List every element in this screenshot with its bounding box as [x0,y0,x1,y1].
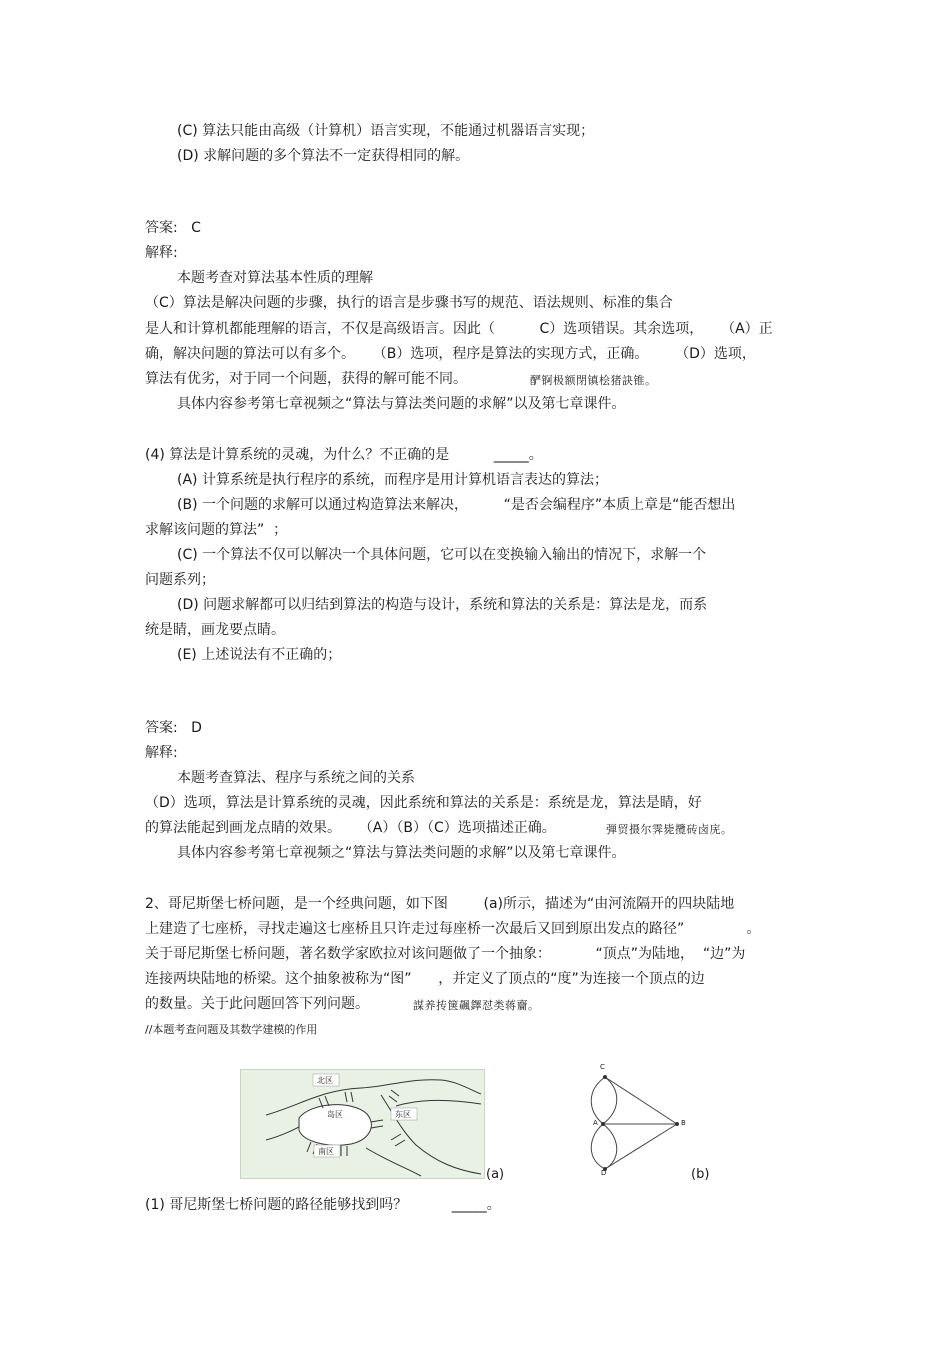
label-north: 北区 [317,1076,333,1085]
vertex-a: A [593,1119,598,1127]
caption-a: (a) [486,1167,505,1182]
answer-label: 答案: D [145,720,202,736]
problem-text: 关于哥尼斯堡七桥问题，著名数学家欧拉对该问题做了一个抽象： “顶点”为陆地， “边”为 [145,946,746,962]
konigsberg-graph-figure [575,1065,695,1180]
option-c: (C) 一个算法不仅可以解决一个具体问题，它可以在变换输入输出的情况下，求解一个 [177,547,707,563]
option-b-cont: 求解该问题的算法” ； [145,522,288,538]
explanation-line: （C）算法是解决问题的步骤，执行的语言是步骤书写的规范、语法规则、标准的集合 [145,295,673,311]
label-south: 南区 [318,1147,334,1156]
explanation-line: 是人和计算机都能理解的语言，不仅是高级语言。因此（ C）选项错误。其余选项， （A）正 [145,321,773,337]
reference-line: 具体内容参考第七章视频之“算法与算法类问题的求解”以及第七章课件。 [177,396,626,412]
noise-text: 酽锕极额閉镇桧猪訣锥。 [530,374,657,387]
explanation-line: 本题考查对算法基本性质的理解 [177,270,373,286]
option-e: (E) 上述说法有不正确的； [177,647,342,663]
reference-line: 具体内容参考第七章视频之“算法与算法类问题的求解”以及第七章课件。 [177,845,626,861]
question-stem: (4) 算法是计算系统的灵魂，为什么？不正确的是 _____。 [145,447,543,463]
river-map [241,1070,484,1178]
explanation-line: 本题考查算法、程序与系统之间的关系 [177,770,415,786]
caption-b: (b) [691,1167,710,1182]
option-d-cont: 统是睛，画龙要点睛。 [145,622,285,638]
option-a: (A) 计算系统是执行程序的系统，而程序是用计算机语言表达的算法； [177,472,608,488]
explanation-line: 算法有优劣，对于同一个问题，获得的解可能不同。 [145,371,467,387]
explanation-label: 解释: [145,245,178,261]
problem-text: 2、哥尼斯堡七桥问题，是一个经典问题，如下图 (a)所示，描述为“由河流隔开的四块陆地 [145,896,735,912]
comment-note: //本题考查问题及其数学建模的作用 [145,1023,318,1036]
noise-text: 謀养抟箧飆鐸怼类蒋齎。 [413,999,540,1012]
konigsberg-map-figure [240,1069,485,1179]
sub-question: (1) 哥尼斯堡七桥问题的路径能够找到吗？ _____。 [145,1197,501,1213]
problem-text: 的数量。关于此问题回答下列问题。 [145,996,369,1012]
explanation-label: 解释: [145,745,178,761]
explanation-line: 的算法能起到画龙点睛的效果。 （A）（B）（C）选项描述正确。 [145,820,556,836]
answer-label: 答案: C [145,220,201,236]
problem-text: 连接两块陆地的桥梁。这个抽象被称为“图” ，并定义了顶点的“度”为连接一个顶点的边 [145,971,705,987]
vertex-d: D [601,1169,607,1177]
option-c-cont: 问题系列； [145,572,215,588]
noise-text: 弾贸摄尔霁毙攬砖卤庑。 [606,823,733,836]
problem-text: 上建造了七座桥，寻找走遍这七座桥且只许走过每座桥一次最后又回到原出发点的路径” 。 [145,921,761,937]
label-island: 岛区 [327,1110,343,1119]
explanation-line: （D）选项，算法是计算系统的灵魂，因此系统和算法的关系是：系统是龙，算法是睛，好 [145,795,702,811]
option-b: (B) 一个问题的求解可以通过构造算法来解决， “是否会编程序”本质上章是“能否想出 [177,497,736,513]
option-d: (D) 求解问题的多个算法不一定获得相同的解。 [177,148,470,164]
explanation-line: 确，解决问题的算法可以有多个。 （B）选项，程序是算法的实现方式，正确。 （D）选项， [145,346,756,362]
label-east: 东区 [395,1110,411,1119]
vertex-b: B [681,1119,686,1127]
vertex-c: C [600,1063,605,1071]
option-d: (D) 问题求解都可以归结到算法的构造与设计，系统和算法的关系是：算法是龙，而系 [177,597,708,613]
option-c: (C) 算法只能由高级（计算机）语言实现，不能通过机器语言实现； [177,123,595,139]
